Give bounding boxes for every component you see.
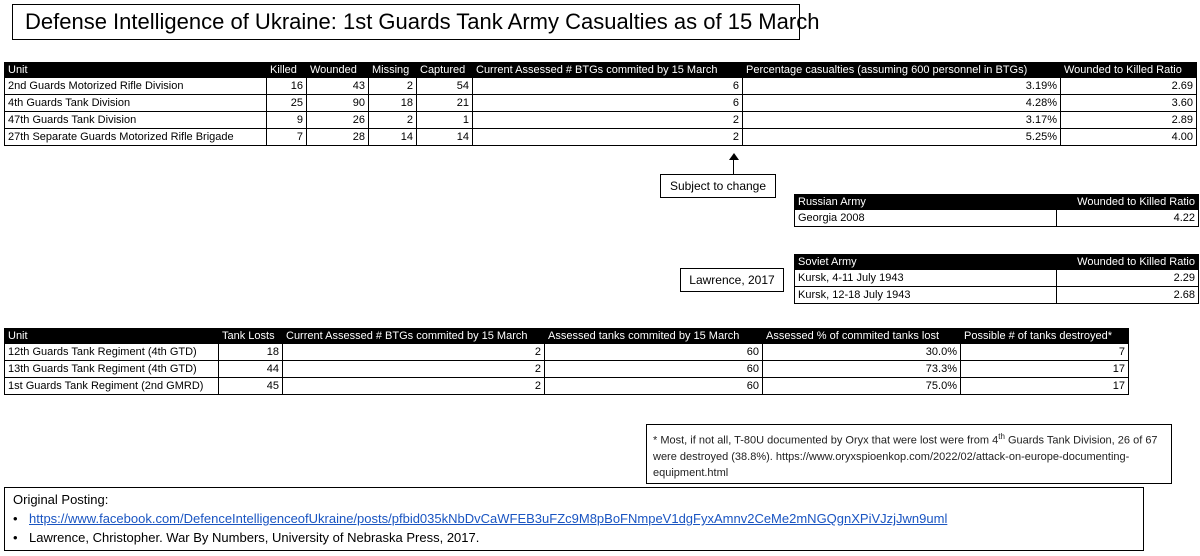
table-row [5, 95, 1197, 112]
table-cell: Georgia 2008 [795, 210, 1057, 227]
table-cell: 1 [417, 112, 473, 129]
page-title: Defense Intelligence of Ukraine: 1st Guards Tank Army Casualties as of 15 March [12, 4, 800, 40]
callout-lawrence: Lawrence, 2017 [680, 268, 784, 292]
table-cell: 3.17% [743, 112, 1061, 129]
table-cell: 4.00 [1061, 129, 1197, 146]
column-header: Captured [417, 63, 473, 78]
table-cell: 73.3% [763, 361, 961, 378]
sources-list [13, 509, 1135, 547]
column-header: Soviet Army [795, 255, 1057, 270]
table-cell: 47th Guards Tank Division [5, 112, 267, 129]
table-cell: 3.19% [743, 78, 1061, 95]
table-cell: 2nd Guards Motorized Rifle Division [5, 78, 267, 95]
table-cell: 18 [369, 95, 417, 112]
table-cell: 5.25% [743, 129, 1061, 146]
russian-army-table [794, 194, 1199, 227]
list-item: • Lawrence, Christopher. War By Numbers, University of Nebraska Press, 2017. [13, 528, 1135, 547]
table-cell: 6 [473, 78, 743, 95]
table-row [5, 112, 1197, 129]
arrow-up-icon [729, 153, 739, 160]
table-row [795, 287, 1199, 304]
column-header: Unit [5, 63, 267, 78]
table-cell: 54 [417, 78, 473, 95]
table-cell: 13th Guards Tank Regiment (4th GTD) [5, 361, 219, 378]
original-posting-link[interactable]: https://www.facebook.com/DefenceIntelligenceofUkraine/posts/pfbid035kNbDvCaWFEB3uFZc9M8pBoFNmpeV1dgFyxAmnv2CeMe2mNGQgnXPiVJzjJwn9uml [29, 511, 948, 526]
table-cell: 45 [219, 378, 283, 395]
table-header-row [795, 255, 1199, 270]
column-header: Current Assessed # BTGs commited by 15 March [283, 329, 545, 344]
column-header: Assessed tanks commited by 15 March [545, 329, 763, 344]
table-cell: 28 [307, 129, 369, 146]
table-cell: 30.0% [763, 344, 961, 361]
table-cell: 14 [369, 129, 417, 146]
table-cell: 44 [219, 361, 283, 378]
list-item [13, 509, 1135, 528]
table-cell: 60 [545, 378, 763, 395]
table-cell: 60 [545, 361, 763, 378]
callout-subject-to-change: Subject to change [660, 174, 776, 198]
tanks-table [4, 328, 1129, 395]
casualties-table [4, 62, 1197, 146]
table-cell: 2.69 [1061, 78, 1197, 95]
table-cell: 17 [961, 378, 1129, 395]
column-header: Unit [5, 329, 219, 344]
column-header: Wounded to Killed Ratio [1057, 195, 1199, 210]
table-cell: 4.22 [1057, 210, 1199, 227]
column-header: Killed [267, 63, 307, 78]
table-cell: 7 [267, 129, 307, 146]
footnote-box [646, 424, 1172, 484]
table-cell: 2.68 [1057, 287, 1199, 304]
sources-box [4, 487, 1144, 551]
table-row [5, 378, 1129, 395]
table-cell: 2.89 [1061, 112, 1197, 129]
table-cell: 2 [473, 129, 743, 146]
footnote-text-continued: Guards Tank Division, 26 of 67 were destroyed (38.8%). https://www.oryxspioenkop.com/2022/02/attack-on-europe-documenting-equipment.html [653, 434, 1158, 479]
table-cell: 18 [219, 344, 283, 361]
table-cell: 2.29 [1057, 270, 1199, 287]
table-cell: 7 [961, 344, 1129, 361]
footnote-text: * Most, if not all, T-80U documented by Oryx that were lost were from 4 [653, 434, 999, 447]
column-header: Tank Losts [219, 329, 283, 344]
table-row [795, 270, 1199, 287]
table-row [5, 78, 1197, 95]
table-row [5, 129, 1197, 146]
table-cell: 1st Guards Tank Regiment (2nd GMRD) [5, 378, 219, 395]
table-cell: 17 [961, 361, 1129, 378]
table-cell: 2 [283, 344, 545, 361]
table-header-row [5, 329, 1129, 344]
table-header-row [5, 63, 1197, 78]
table-cell: 4th Guards Tank Division [5, 95, 267, 112]
table-cell: 14 [417, 129, 473, 146]
table-cell: 2 [283, 361, 545, 378]
table-cell: 75.0% [763, 378, 961, 395]
column-header: Wounded to Killed Ratio [1057, 255, 1199, 270]
table-row [795, 210, 1199, 227]
table-cell: 2 [369, 78, 417, 95]
table-cell: 4.28% [743, 95, 1061, 112]
column-header: Russian Army [795, 195, 1057, 210]
column-header: Percentage casualties (assuming 600 personnel in BTGs) [743, 63, 1061, 78]
table-cell: 2 [473, 112, 743, 129]
table-cell: Kursk, 12-18 July 1943 [795, 287, 1057, 304]
sources-heading: Original Posting: [13, 492, 109, 507]
soviet-army-table [794, 254, 1199, 304]
callout-connector [733, 160, 734, 174]
table-cell: 27th Separate Guards Motorized Rifle Brigade [5, 129, 267, 146]
table-cell: 26 [307, 112, 369, 129]
table-cell: 2 [369, 112, 417, 129]
table-cell: 3.60 [1061, 95, 1197, 112]
column-header: Possible # of tanks destroyed* [961, 329, 1129, 344]
table-row [5, 344, 1129, 361]
column-header: Wounded [307, 63, 369, 78]
table-cell: 9 [267, 112, 307, 129]
column-header: Missing [369, 63, 417, 78]
column-header: Assessed % of commited tanks lost [763, 329, 961, 344]
table-cell: 43 [307, 78, 369, 95]
table-cell: 6 [473, 95, 743, 112]
table-cell: Kursk, 4-11 July 1943 [795, 270, 1057, 287]
column-header: Current Assessed # BTGs commited by 15 March [473, 63, 743, 78]
table-cell: 2 [283, 378, 545, 395]
table-cell: 21 [417, 95, 473, 112]
table-cell: 60 [545, 344, 763, 361]
table-header-row [795, 195, 1199, 210]
table-cell: 90 [307, 95, 369, 112]
column-header: Wounded to Killed Ratio [1061, 63, 1197, 78]
table-cell: 16 [267, 78, 307, 95]
table-cell: 12th Guards Tank Regiment (4th GTD) [5, 344, 219, 361]
table-cell: 25 [267, 95, 307, 112]
table-row [5, 361, 1129, 378]
footnote-superscript: th [998, 432, 1005, 441]
